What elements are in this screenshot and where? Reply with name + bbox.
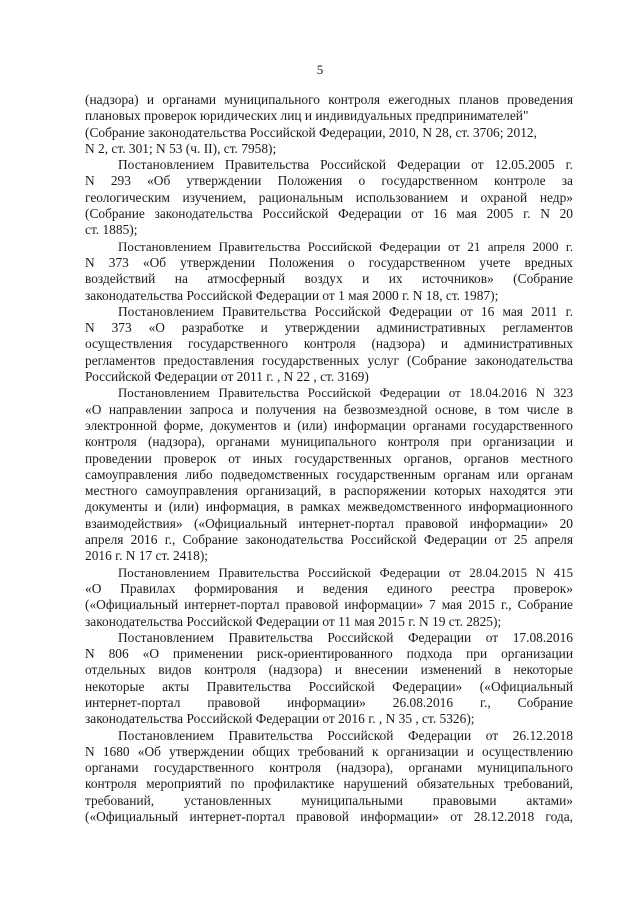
text-line: Постановлением Правительства Российской Федерации от 17.08.2016 <box>118 629 573 645</box>
text-line: регламентов предоставления государственных услуг (Собрание законодательства <box>85 352 573 368</box>
text-line: Постановлением Правительства Российской Федерации от 28.04.2015 N 415 <box>118 565 573 580</box>
text-line: контроля мероприятий по профилактике нарушений обязательных требований, <box>85 776 573 792</box>
text-line: плановых проверок юридических лиц и индивидуальных предпринимателей" <box>85 108 529 124</box>
text-line: N 806 «О применении риск-ориентированного подхода при организации <box>85 646 573 662</box>
text-line: («Официальный интернет-портал правовой информации» 7 мая 2015 г., Собрание <box>85 597 573 613</box>
text-line: Постановлением Правительства Российской Федерации от 16 мая 2011 г. <box>118 303 573 319</box>
text-line: некоторые акты Правительства Российской Федерации» («Официальный <box>85 678 573 694</box>
text-line: апреля 2016 г., Собрание законодательства Российской Федерации от 25 апреля <box>85 532 573 548</box>
text-line: интернет-портал правовой информации» 26.08.2016 г., Собрание <box>85 694 573 710</box>
text-line: требований, установленных муниципальными правовыми актами» <box>85 792 573 808</box>
text-line: органами государственного контроля (надзора), органами муниципального <box>85 760 573 776</box>
text-line: (Собрание законодательства Российской Федерации от 16 мая 2005 г. N 20 <box>85 206 573 222</box>
text-line: Постановлением Правительства Российской Федерации от 18.04.2016 N 323 <box>118 386 573 401</box>
text-line: Постановлением Правительства Российской Федерации от 12.05.2005 г. <box>118 157 573 173</box>
text-line: N 2, ст. 301; N 53 (ч. II), ст. 7958); <box>85 140 277 156</box>
document-body <box>85 92 573 825</box>
text-line: законодательства Российской Федерации от 2016 г. , N 35 , ст. 5326); <box>85 711 475 727</box>
text-line: N 1680 «Об утверждении общих требований к организации и осуществлению <box>85 743 573 759</box>
text-line: N 373 «О разработке и утверждении административных регламентов <box>85 320 573 336</box>
text-line: контроля (надзора), органами муниципального контроля при организации и <box>85 434 573 450</box>
text-line: законодательства Российской Федерации от 1 мая 2000 г. N 18, ст. 1987); <box>85 287 499 303</box>
text-line: «О Правилах формирования и ведения единого реестра проверок» <box>85 580 573 596</box>
text-line: геологическим изучением, рациональным использованием и охраной недр» <box>85 189 573 205</box>
text-line: Российской Федерации от 2011 г. , N 22 , ст. 3169) <box>85 369 369 385</box>
text-line: (Собрание законодательства Российской Федерации, 2010, N 28, ст. 3706; 2012, <box>85 124 537 140</box>
text-line: («Официальный интернет-портал правовой информации» от 28.12.2018 года, <box>85 809 573 825</box>
text-line: N 293 «Об утверждении Положения о государственном контроле за <box>85 173 573 189</box>
text-line: N 373 «Об утверждении Положения о государственном учете вредных <box>85 254 573 270</box>
text-line: осуществления государственного контроля (надзора) и административных <box>85 336 573 352</box>
text-line: законодательства Российской Федерации от 11 мая 2015 г. N 19 ст. 2825); <box>85 613 502 629</box>
text-line: воздействий на атмосферный воздух и их источников» (Собрание <box>85 271 573 287</box>
page-number: 5 <box>316 62 324 77</box>
text-line: электронной форме, документов и (или) информации органами государственного <box>85 417 573 433</box>
text-line: местного самоуправления организаций, в распоряжении которых находятся эти <box>85 483 573 499</box>
text-line: проведении проверок от иных государственных органов, органов местного <box>85 450 573 466</box>
text-line: ст. 1885); <box>85 222 138 238</box>
text-line: самоуправления либо подведомственных государственным органам или органам <box>85 466 573 482</box>
text-line: Постановлением Правительства Российской Федерации от 26.12.2018 <box>118 727 573 743</box>
text-line: Постановлением Правительства Российской Федерации от 21 апреля 2000 г. <box>118 238 573 254</box>
text-line: «О направлении запроса и получения на безвозмездной основе, в том числе в <box>85 401 573 417</box>
text-line: 2016 г. N 17 ст. 2418); <box>85 548 209 564</box>
text-line: (надзора) и органами муниципального контроля ежегодных планов проведения <box>85 92 573 107</box>
text-line: документы и (или) информация, в рамках межведомственного информационного <box>85 499 573 515</box>
text-line: отдельных видов контроля (надзора) и внесении изменений в некоторые <box>85 662 573 678</box>
text-line: взаимодействия» («Официальный интернет-портал правовой информации» 20 <box>85 515 573 531</box>
